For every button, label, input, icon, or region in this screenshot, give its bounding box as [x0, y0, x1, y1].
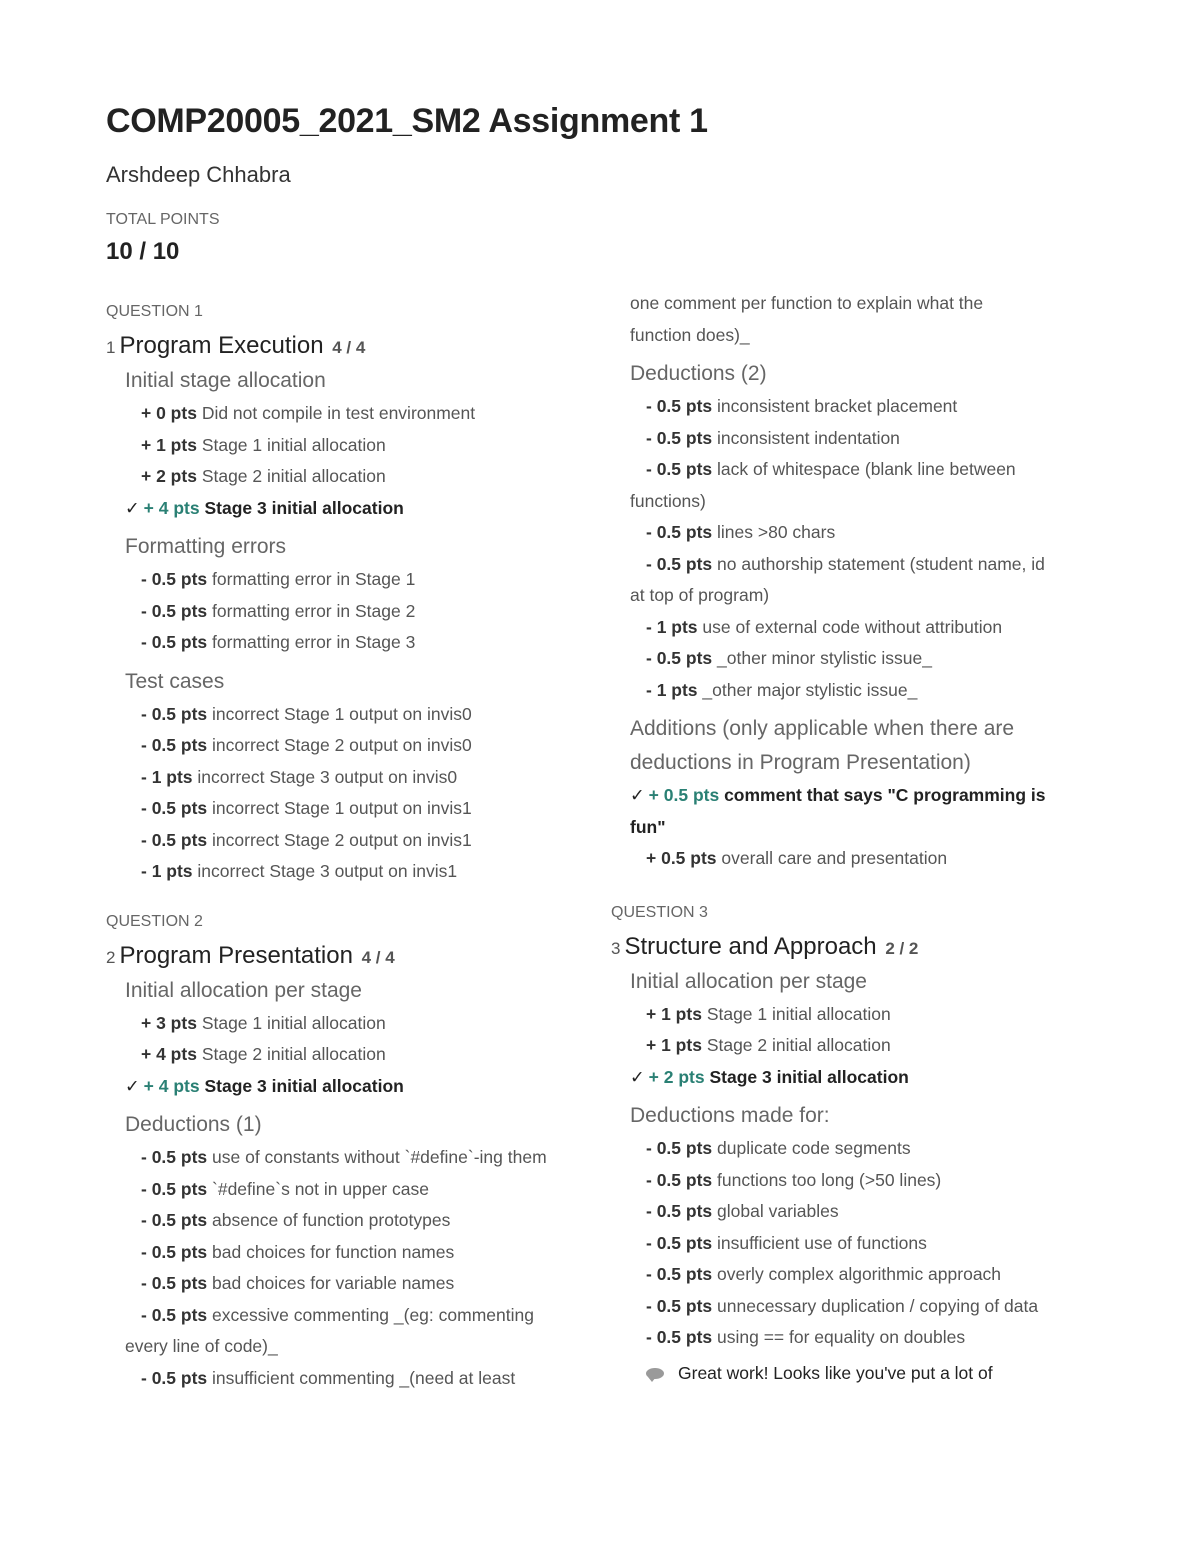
rubric-points: + 1 pts — [141, 434, 197, 455]
check-icon: ✓ — [630, 1066, 645, 1087]
rubric-points: - 0.5 pts — [141, 829, 208, 850]
rubric-text: incorrect Stage 3 output on invis0 — [197, 766, 458, 787]
rubric-item — [611, 1259, 1101, 1291]
rubric-item — [106, 1039, 596, 1071]
rubric-points: + 1 pts — [646, 1003, 702, 1024]
rubric-points: - 1 pts — [646, 616, 698, 637]
rubric-continuation: function does)_ — [630, 324, 750, 345]
rubric-item — [106, 825, 596, 857]
rubric-item — [106, 793, 596, 825]
question-1-title — [106, 330, 596, 364]
rubric-points: - 0.5 pts — [141, 600, 208, 621]
rubric-points: - 0.5 pts — [141, 569, 208, 589]
rubric-points: + 2 pts — [648, 1066, 705, 1087]
rubric-points: + 4 pts — [143, 497, 200, 518]
rubric-item — [611, 643, 1101, 675]
rubric-points: - 1 pts — [141, 766, 193, 787]
rubric-continuation: functions) — [630, 490, 706, 511]
rubric-text: use of external code without attribution — [702, 616, 1003, 637]
question-title-text: Structure and Approach — [624, 932, 877, 960]
question-3-deductions — [611, 1133, 1101, 1354]
right-column — [611, 288, 1101, 1389]
total-points-value: 10 / 10 — [106, 238, 180, 265]
left-column — [106, 300, 596, 1394]
rubric-item — [611, 1228, 1101, 1260]
rubric-points: + 1 pts — [646, 1035, 702, 1055]
rubric-text: Stage 3 initial allocation — [204, 1075, 404, 1096]
rubric-group-heading: Initial allocation per stage — [125, 978, 362, 1002]
rubric-item — [106, 1300, 596, 1332]
rubric-item — [106, 856, 596, 888]
rubric-item — [106, 1008, 596, 1040]
rubric-points: - 0.5 pts — [141, 1210, 208, 1230]
rubric-continuation: every line of code)_ — [125, 1336, 278, 1356]
rubric-item — [611, 517, 1101, 549]
rubric-points: - 0.5 pts — [141, 1304, 208, 1325]
question-1-rubric — [106, 364, 596, 888]
rubric-group-heading: Deductions (1) — [125, 1113, 262, 1136]
rubric-text: functions too long (>50 lines) — [717, 1169, 942, 1190]
rubric-text: using == for equality on doubles — [717, 1327, 966, 1347]
rubric-text: formatting error in Stage 3 — [212, 632, 416, 652]
rubric-text: overly complex algorithmic approach — [717, 1264, 1002, 1284]
rubric-text: Did not compile in test environment — [201, 403, 476, 423]
rubric-points: - 0.5 pts — [141, 735, 208, 755]
rubric-item — [106, 1071, 596, 1103]
rubric-points: - 0.5 pts — [646, 522, 713, 542]
rubric-text: absence of function prototypes — [212, 1210, 451, 1230]
check-icon: ✓ — [125, 497, 140, 518]
rubric-points: + 0.5 pts — [648, 785, 720, 805]
rubric-item — [106, 1205, 596, 1237]
rubric-group-heading: Test cases — [125, 669, 225, 693]
rubric-points: - 0.5 pts — [646, 1201, 713, 1221]
rubric-item — [106, 461, 596, 493]
question-2-deductions — [106, 1142, 596, 1394]
rubric-points: - 0.5 pts — [141, 703, 208, 724]
rubric-text: unnecessary duplication / copying of data — [717, 1295, 1039, 1316]
rubric-text: _other minor stylistic issue_ — [717, 648, 932, 668]
rubric-item — [611, 780, 1101, 812]
question-title-text: Program Presentation — [119, 941, 353, 969]
rubric-text: _other major stylistic issue_ — [702, 679, 918, 700]
rubric-points: - 0.5 pts — [141, 1178, 208, 1199]
rubric-text: bad choices for variable names — [212, 1273, 455, 1293]
rubric-points: - 0.5 pts — [646, 396, 713, 416]
check-icon: ✓ — [630, 785, 645, 805]
rubric-item — [106, 596, 596, 628]
rubric-text: Stage 2 initial allocation — [201, 1044, 386, 1064]
rubric-points: - 0.5 pts — [646, 1138, 713, 1158]
rubric-points: - 0.5 pts — [141, 1241, 208, 1262]
question-3-allocation — [611, 999, 1101, 1094]
rubric-text: no authorship statement (student name, id — [717, 553, 1045, 574]
question-score: 2 / 2 — [885, 938, 919, 958]
grader-comment — [611, 1358, 1101, 1390]
rubric-points: - 0.5 pts — [646, 553, 713, 574]
rubric-item — [106, 493, 596, 525]
comment-icon — [646, 1368, 664, 1379]
rubric-points: - 1 pts — [646, 679, 698, 700]
rubric-points: - 0.5 pts — [141, 1367, 208, 1388]
rubric-item — [611, 549, 1101, 581]
rubric-text: insufficient use of functions — [717, 1232, 927, 1253]
rubric-points: + 4 pts — [141, 1044, 197, 1064]
rubric-item — [611, 1165, 1101, 1197]
rubric-text: Stage 1 initial allocation — [201, 434, 386, 455]
rubric-item — [611, 675, 1101, 707]
check-icon: ✓ — [125, 1075, 140, 1096]
rubric-text: Stage 2 initial allocation — [706, 1035, 891, 1055]
rubric-item — [106, 398, 596, 430]
rubric-points: - 0.5 pts — [141, 1273, 208, 1293]
question-number: 1 — [106, 338, 116, 357]
rubric-item — [611, 1133, 1101, 1165]
rubric-item — [106, 1237, 596, 1269]
question-2-label: QUESTION 2 — [106, 912, 203, 930]
rubric-item — [106, 430, 596, 462]
rubric-points: - 0.5 pts — [646, 1232, 713, 1253]
rubric-group-heading: Initial allocation per stage — [630, 969, 867, 993]
rubric-item — [106, 627, 596, 659]
rubric-item — [106, 699, 596, 731]
question-2-title — [106, 940, 596, 974]
rubric-text: Stage 1 initial allocation — [706, 1003, 891, 1024]
rubric-group-heading: deductions in Program Presentation) — [630, 751, 971, 774]
question-2-additions — [611, 780, 1101, 875]
rubric-points: - 0.5 pts — [646, 1295, 713, 1316]
rubric-points: - 0.5 pts — [646, 427, 713, 448]
rubric-group-heading: Deductions made for: — [630, 1104, 830, 1127]
rubric-item — [611, 1030, 1101, 1062]
student-name: Arshdeep Chhabra — [106, 162, 291, 187]
rubric-points: + 0.5 pts — [646, 848, 717, 868]
rubric-points: - 0.5 pts — [646, 1264, 713, 1284]
rubric-points: - 0.5 pts — [141, 632, 208, 652]
rubric-item — [611, 391, 1101, 423]
rubric-text: duplicate code segments — [717, 1138, 911, 1158]
rubric-text: `#define`s not in upper case — [212, 1178, 429, 1199]
rubric-item — [106, 564, 596, 596]
rubric-text: Stage 3 initial allocation — [204, 497, 404, 518]
total-points-label: TOTAL POINTS — [106, 211, 220, 228]
rubric-item — [106, 730, 596, 762]
question-number: 3 — [611, 938, 621, 958]
question-score: 4 / 4 — [332, 338, 366, 357]
rubric-text: Stage 3 initial allocation — [709, 1066, 909, 1087]
rubric-points: - 0.5 pts — [646, 648, 713, 668]
rubric-item — [611, 1322, 1101, 1354]
rubric-text: global variables — [717, 1201, 839, 1221]
rubric-text: lack of whitespace (blank line between — [717, 459, 1016, 479]
rubric-continuation: fun" — [630, 816, 666, 837]
rubric-text: inconsistent indentation — [717, 427, 900, 448]
rubric-points: - 0.5 pts — [646, 459, 713, 479]
rubric-text: Stage 2 initial allocation — [201, 466, 386, 486]
grader-comment-text: Great work! Looks like you've put a lot of — [678, 1362, 993, 1383]
rubric-item — [611, 454, 1101, 486]
question-2-deductions-2 — [611, 391, 1101, 706]
rubric-item — [106, 1174, 596, 1206]
rubric-item — [611, 423, 1101, 455]
rubric-text: use of constants without `#define`-ing them — [212, 1147, 547, 1167]
rubric-item — [611, 1291, 1101, 1323]
rubric-continuation: one comment per function to explain what the — [630, 293, 984, 313]
rubric-text: incorrect Stage 3 output on invis1 — [197, 861, 458, 881]
rubric-text: comment that says "C programming is — [724, 785, 1046, 805]
rubric-text: formatting error in Stage 2 — [212, 600, 416, 621]
question-3-title — [611, 931, 1101, 965]
rubric-text: Stage 1 initial allocation — [201, 1012, 386, 1033]
rubric-text: inconsistent bracket placement — [717, 396, 958, 416]
question-1-label: QUESTION 1 — [106, 303, 203, 320]
question-2-allocation — [106, 1008, 596, 1103]
rubric-text: insufficient commenting _(need at least — [212, 1367, 516, 1388]
rubric-text: incorrect Stage 1 output on invis0 — [212, 703, 472, 724]
rubric-points: + 3 pts — [141, 1012, 197, 1033]
rubric-item — [611, 1196, 1101, 1228]
rubric-text: formatting error in Stage 1 — [212, 569, 416, 589]
rubric-points: - 0.5 pts — [646, 1169, 713, 1190]
rubric-group-heading: Formatting errors — [125, 535, 287, 558]
page-title: COMP20005_2021_SM2 Assignment 1 — [106, 102, 708, 140]
rubric-text: incorrect Stage 1 output on invis1 — [212, 798, 472, 818]
rubric-points: - 0.5 pts — [141, 1147, 208, 1167]
question-number: 2 — [106, 947, 116, 967]
rubric-text: excessive commenting _(eg: commenting — [212, 1304, 534, 1325]
rubric-points: + 2 pts — [141, 466, 197, 486]
rubric-item — [106, 1142, 596, 1174]
rubric-points: + 4 pts — [143, 1075, 200, 1096]
rubric-text: overall care and presentation — [721, 848, 948, 868]
rubric-item — [106, 762, 596, 794]
rubric-item — [106, 1363, 596, 1395]
rubric-item — [611, 1062, 1101, 1094]
rubric-text: lines >80 chars — [717, 522, 836, 542]
rubric-continuation: at top of program) — [630, 585, 770, 605]
rubric-points: - 0.5 pts — [646, 1327, 713, 1347]
rubric-points: - 1 pts — [141, 861, 193, 881]
rubric-points: + 0 pts — [141, 403, 197, 423]
rubric-points: - 0.5 pts — [141, 798, 208, 818]
question-title-text: Program Execution — [119, 332, 324, 359]
rubric-item — [611, 843, 1101, 875]
rubric-group-heading: Additions (only applicable when there are — [630, 717, 1015, 740]
rubric-text: incorrect Stage 2 output on invis0 — [212, 735, 472, 755]
rubric-item — [611, 999, 1101, 1031]
question-score: 4 / 4 — [361, 947, 395, 967]
rubric-item — [106, 1268, 596, 1300]
rubric-item — [611, 612, 1101, 644]
rubric-text: incorrect Stage 2 output on invis1 — [212, 829, 472, 850]
question-3-label: QUESTION 3 — [611, 903, 708, 921]
rubric-text: bad choices for function names — [212, 1241, 455, 1262]
rubric-group-heading: Deductions (2) — [630, 362, 767, 385]
rubric-group-heading: Initial stage allocation — [125, 369, 326, 392]
